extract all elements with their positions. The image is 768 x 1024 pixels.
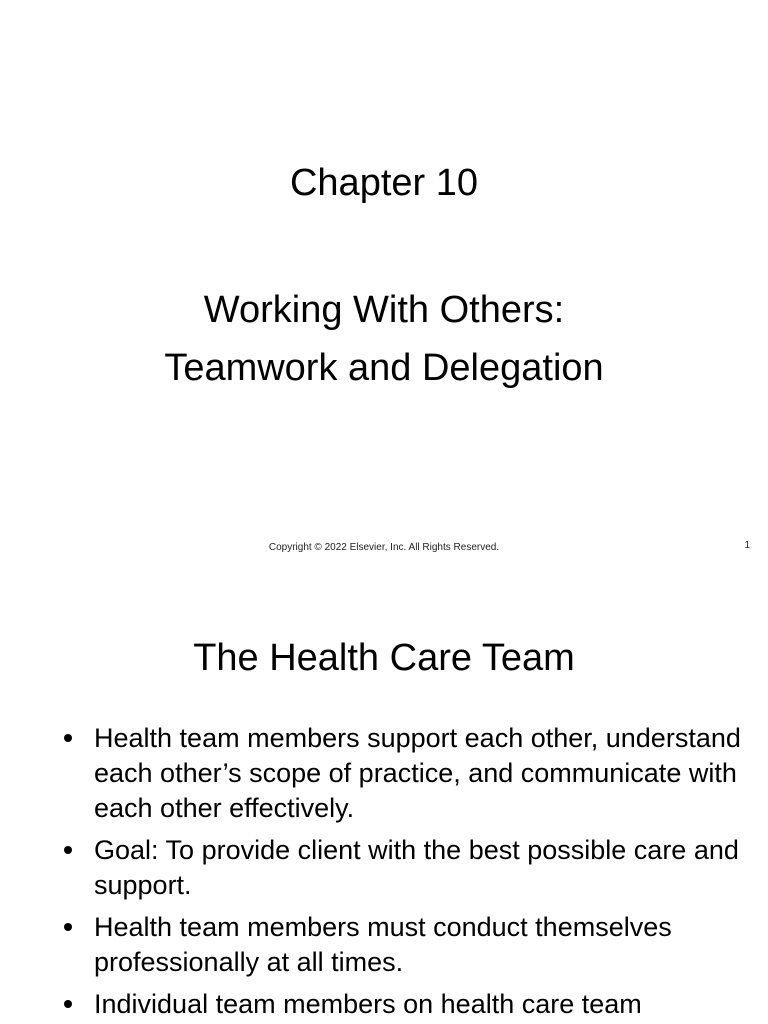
copyright-footer: Copyright © 2022 Elsevier, Inc. All Rights Reserved. xyxy=(268,542,500,553)
bullet-text: Health team members must conduct themselves professionally at all times. xyxy=(94,912,672,977)
bullet-icon xyxy=(64,734,72,742)
bullet-text: Health team members support each other, understand each other’s scope of practice, and communicate with each other effectively. xyxy=(94,723,741,823)
slide-title: The Health Care Team xyxy=(193,637,575,679)
bullet-list xyxy=(62,721,742,1024)
slide-2 xyxy=(0,576,768,1024)
subtitle-line-1: Working With Others: xyxy=(203,289,565,331)
bullet-text: Individual team members on health care team xyxy=(94,989,642,1019)
chapter-title: Chapter 10 xyxy=(289,162,478,204)
list-item xyxy=(62,833,742,903)
subtitle-line-2: Teamwork and Delegation xyxy=(164,347,604,389)
bullet-text: Goal: To provide client with the best possible care and support. xyxy=(94,835,739,900)
list-item xyxy=(62,721,742,826)
bullet-icon xyxy=(64,846,72,854)
list-item xyxy=(62,987,742,1022)
bullet-icon xyxy=(64,1000,72,1008)
page-number: 1 xyxy=(744,540,750,551)
list-item xyxy=(62,910,742,980)
bullet-icon xyxy=(64,923,72,931)
slide-subtitle xyxy=(0,281,768,397)
